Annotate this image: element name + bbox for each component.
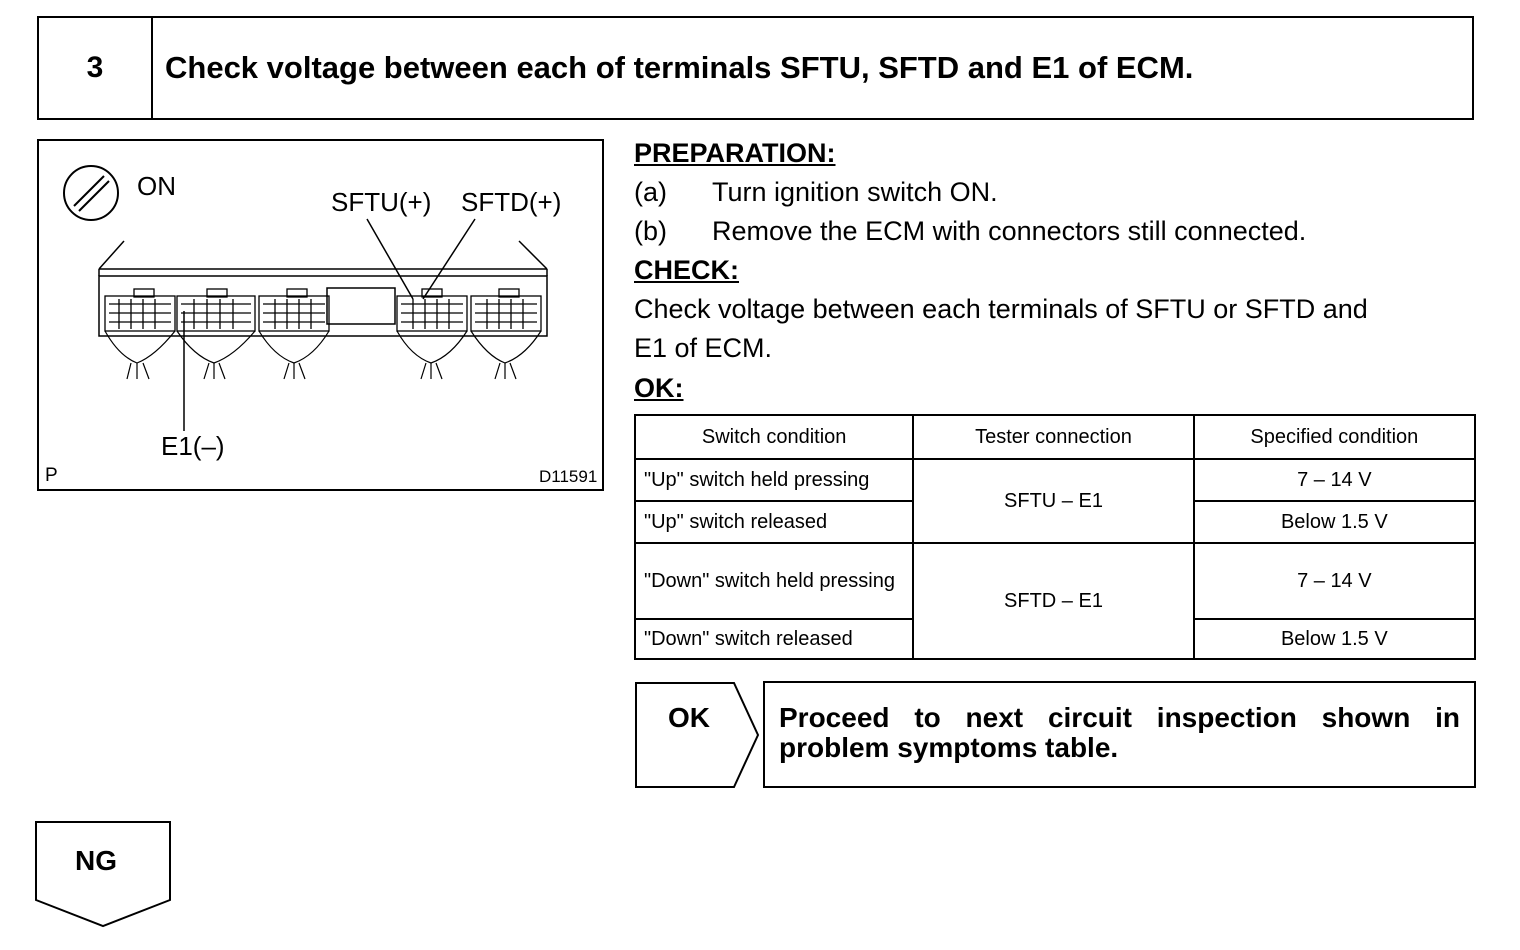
specified-condition-cell: Below 1.5 V: [1194, 619, 1475, 659]
specified-condition-cell: 7 – 14 V: [1194, 543, 1475, 619]
figure-corner-label: P: [45, 465, 58, 486]
ok-arrow-shape: [634, 681, 762, 790]
column-header: Switch condition: [635, 415, 913, 459]
tester-connection-cell: SFTU – E1: [913, 459, 1193, 543]
specified-condition-cell: Below 1.5 V: [1194, 501, 1475, 543]
wire-harnesses: [105, 331, 541, 379]
sftd-terminal-label: SFTD(+): [461, 187, 562, 217]
specification-table: [634, 414, 1476, 660]
switch-condition-cell: "Up" switch held pressing: [635, 459, 913, 501]
switch-condition-cell: "Down" switch held pressing: [635, 543, 913, 619]
check-text-line1: Check voltage between each terminals of SFTU or SFTD and: [634, 294, 1368, 324]
ignition-on-label: ON: [137, 171, 176, 201]
sftu-terminal-label: SFTU(+): [331, 187, 432, 217]
table-row: [635, 459, 1475, 501]
table-row: [635, 543, 1475, 619]
switch-condition-cell: "Up" switch released: [635, 501, 913, 543]
check-text-line2: E1 of ECM.: [634, 333, 773, 363]
check-heading: CHECK:: [634, 255, 739, 285]
ecm-illustration: [37, 139, 604, 491]
preparation-heading: PREPARATION:: [634, 138, 836, 168]
column-header: Tester connection: [913, 415, 1193, 459]
ok-heading: OK:: [634, 373, 684, 403]
column-header: Specified condition: [1194, 415, 1475, 459]
table-header-row: [635, 415, 1475, 459]
ng-result-label: NG: [75, 845, 117, 876]
prep-step-b-letter: (b): [634, 216, 667, 246]
e1-terminal-label: E1(–): [161, 431, 225, 461]
prep-step-a-text: Turn ignition switch ON.: [712, 177, 998, 207]
specified-condition-cell: 7 – 14 V: [1194, 459, 1475, 501]
step-header: [37, 16, 1474, 120]
ecm-connectors: [105, 289, 541, 331]
step-number: 3: [39, 18, 153, 118]
ignition-switch-icon: [64, 166, 118, 220]
ok-result-text: Proceed to next circuit inspection shown in problem symptoms table.: [763, 681, 1476, 788]
figure-code: D11591: [539, 467, 598, 486]
ok-result-label: OK: [668, 702, 710, 733]
prep-step-b-text: Remove the ECM with connectors still connected.: [712, 216, 1307, 246]
switch-condition-cell: "Down" switch released: [635, 619, 913, 659]
prep-step-a-letter: (a): [634, 177, 667, 207]
tester-connection-cell: SFTD – E1: [913, 543, 1193, 659]
step-title: Check voltage between each of terminals SFTU, SFTD and E1 of ECM.: [165, 50, 1194, 85]
